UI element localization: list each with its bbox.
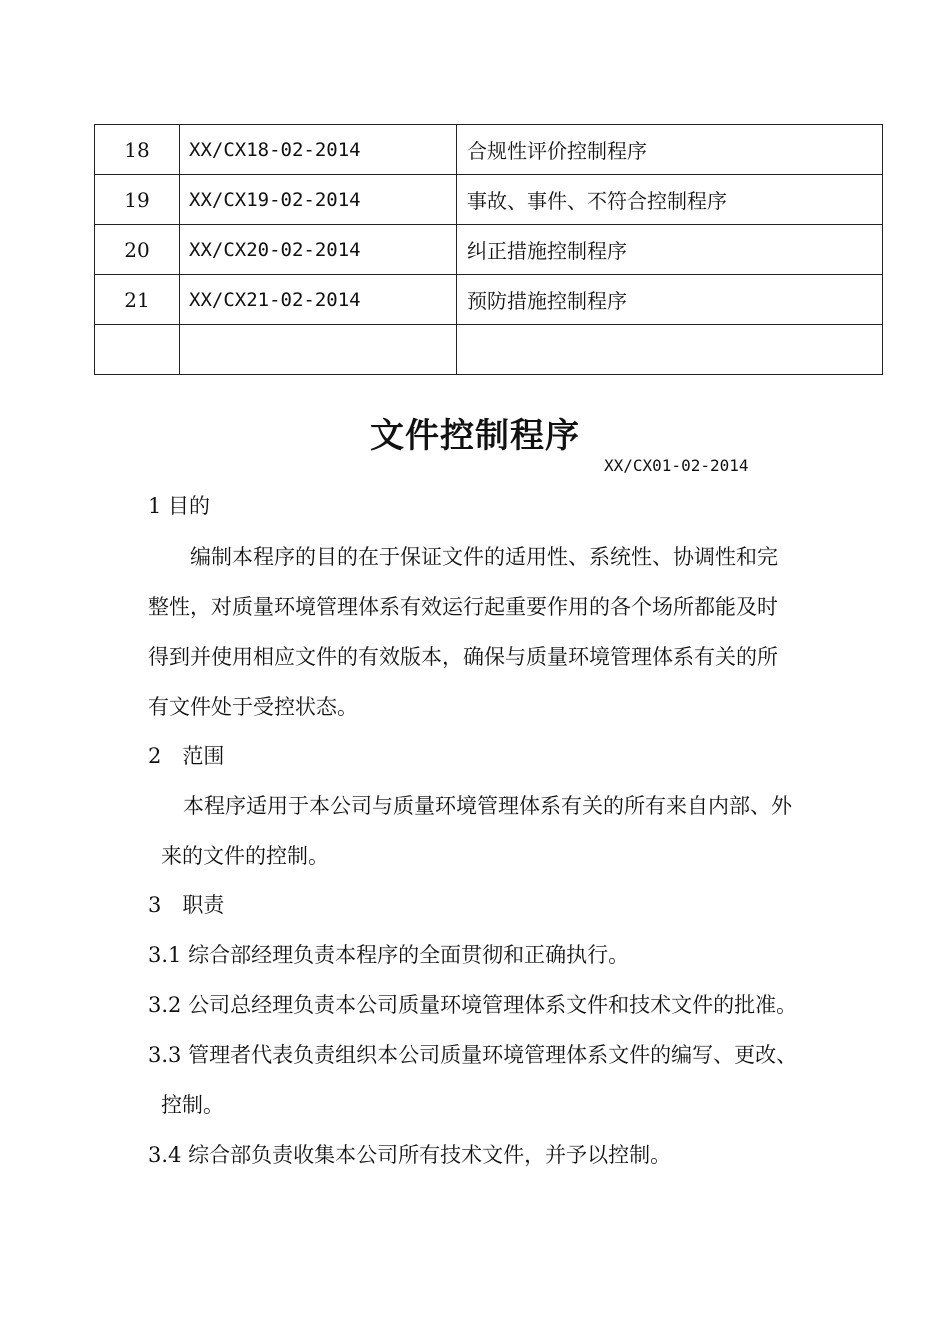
document-code: XX/CX19-02-2014 [180, 175, 457, 225]
document-code: XX/CX20-02-2014 [180, 225, 457, 275]
paragraph-line: 来的文件的控制。 [161, 844, 329, 868]
document-name [457, 325, 883, 375]
row-number [95, 325, 180, 375]
document-code [180, 325, 457, 375]
list-item: 3.2 公司总经理负责本公司质量环境管理体系文件和技术文件的批准。 [148, 993, 798, 1017]
document-code: XX/CX18-02-2014 [180, 125, 457, 175]
document-number: XX/CX01-02-2014 [604, 456, 749, 475]
paragraph-line: 整性，对质量环境管理体系有效运行起重要作用的各个场所都能及时 [148, 595, 778, 619]
list-item: 3.1 综合部经理负责本程序的全面贯彻和正确执行。 [148, 943, 630, 967]
row-number: 18 [95, 125, 180, 175]
list-item: 3.3 管理者代表负责组织本公司质量环境管理体系文件的编写、更改、 [148, 1043, 798, 1067]
section-1-heading: 1 目的 [148, 494, 211, 518]
document-name: 事故、事件、不符合控制程序 [457, 175, 883, 225]
section-2-heading: 2 范围 [148, 744, 225, 768]
document-name: 预防措施控制程序 [457, 275, 883, 325]
paragraph-line: 编制本程序的目的在于保证文件的适用性、系统性、协调性和完 [190, 545, 778, 569]
section-3-heading: 3 职责 [148, 893, 225, 917]
document-code: XX/CX21-02-2014 [180, 275, 457, 325]
table-row [95, 125, 883, 175]
paragraph-line: 有文件处于受控状态。 [148, 695, 358, 719]
list-item-continuation: 控制。 [161, 1093, 224, 1117]
table-row-empty [95, 325, 883, 375]
table-row [95, 175, 883, 225]
row-number: 21 [95, 275, 180, 325]
row-number: 20 [95, 225, 180, 275]
document-title: 文件控制程序 [370, 416, 580, 456]
list-item: 3.4 综合部负责收集本公司所有技术文件，并予以控制。 [148, 1143, 672, 1167]
row-number: 19 [95, 175, 180, 225]
paragraph-line: 得到并使用相应文件的有效版本，确保与质量环境管理体系有关的所 [148, 645, 778, 669]
program-list-table [94, 124, 883, 375]
document-name: 纠正措施控制程序 [457, 225, 883, 275]
paragraph-line: 本程序适用于本公司与质量环境管理体系有关的所有来自内部、外 [183, 794, 792, 818]
table-row [95, 225, 883, 275]
document-name: 合规性评价控制程序 [457, 125, 883, 175]
table-row [95, 275, 883, 325]
